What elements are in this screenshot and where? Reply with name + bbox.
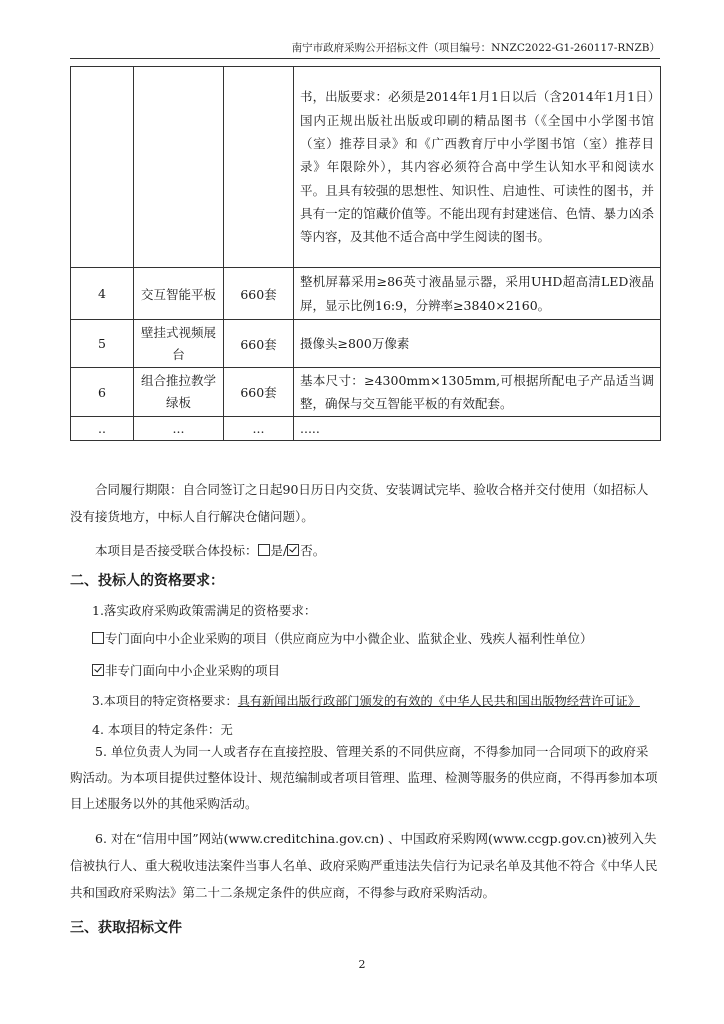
table-row [71, 417, 661, 441]
requirement-3-license: 具有新闻出版行政部门颁发的有效的《中华人民共和国出版物经营许可证》 [237, 694, 640, 708]
page-number: 2 [358, 958, 366, 971]
table-cell-no: 6 [71, 368, 134, 417]
checkbox-sme [92, 632, 104, 644]
table-cell-name: 组合推拉教学绿板 [134, 368, 224, 417]
contract-period: 合同履行期限：自合同签订之日起90日历日内交货、安装调试完毕、验收合格并交付使用（如招标人没有接货地方，中标人自行解决仓储问题）。 [70, 482, 649, 524]
option-sme-label: 专门面向中小企业采购的项目（供应商应为中小微企业、监狱企业、残疾人福利性单位） [105, 631, 593, 646]
section-2-heading: 二、投标人的资格要求： [70, 573, 224, 589]
table-cell-qty: 660套 [224, 268, 294, 320]
requirement-1: 1.落实政府采购政策需满足的资格要求： [92, 603, 317, 618]
option-no-label: 否。 [300, 543, 326, 558]
table-cell-no: .. [71, 417, 134, 441]
table-cell-no: 4 [71, 268, 134, 320]
table-row [71, 368, 661, 417]
table-cell [71, 67, 134, 268]
checkbox-yes [258, 544, 270, 556]
table-row [71, 268, 661, 320]
option-non-sme-label: 非专门面向中小企业采购的项目 [105, 663, 281, 678]
option-sme-line [70, 625, 682, 652]
table-cell-qty: ... [224, 417, 294, 441]
table-cell-spec: 摄像头≥800万像素 [294, 320, 661, 368]
table-cell-spec: ..... [294, 417, 661, 441]
table-cell-spec: 基本尺寸：≥4300mm×1305mm,可根据所配电子产品适当调整，确保与交互智能平板的有效配套。 [294, 368, 661, 417]
table-cell-qty: 660套 [224, 320, 294, 368]
table-cell-spec: 书，出版要求：必须是2014年1月1日以后（含2014年1月1日）国内正规出版社出版或印刷的精品图书（《全国中小学图书馆（室）推荐目录》和《广西教育厅中小学图书馆（室）推荐目录》年限除外），其内容必须符合高中学生认知水平和阅读水平。且具有较强的思想性、知识性、启迪性、可读性的图书，并具有一定的馆藏价值等。不能出现有封建迷信、色情、暴力凶杀等内容，及其他不适合高中学生阅读的图书。 [294, 67, 661, 268]
items-table [70, 66, 661, 441]
consortium-line [70, 537, 660, 564]
table-cell-name: 交互智能平板 [134, 268, 224, 320]
table-cell [224, 67, 294, 268]
table-row [71, 320, 661, 368]
checkbox-no-checked [287, 544, 299, 556]
table-cell-name: ... [134, 417, 224, 441]
section-3-heading: 三、获取招标文件 [70, 920, 182, 936]
option-non-sme-line [70, 657, 682, 684]
page-header: 南宁市政府采购公开招标文件（项目编号：NNZC2022-G1-260117-RNZB） [70, 40, 660, 59]
table-row [71, 67, 661, 268]
checkbox-non-sme-checked [92, 664, 104, 676]
table-cell [134, 67, 224, 268]
table-cell-no: 5 [71, 320, 134, 368]
table-cell-spec: 整机屏幕采用≥86英寸液晶显示器，采用UHD超高清LED液晶屏，显示比例16:9，分辨率≥3840×2160。 [294, 268, 661, 320]
table-cell-qty: 660套 [224, 368, 294, 417]
requirement-4: 4. 本项目的特定条件：无 [92, 722, 233, 737]
requirement-3-label: 3.本项目的特定资格要求： [92, 694, 238, 708]
table-cell-name: 壁挂式视频展台 [134, 320, 224, 368]
option-yes-label: 是/ [270, 543, 288, 558]
requirement-3 [70, 688, 660, 715]
consortium-label: 本项目是否接受联合体投标： [95, 543, 258, 558]
requirement-5: 5. 单位负责人为同一人或者存在直接控股、管理关系的不同供应商，不得参加同一合同项下的政府采购活动。为本项目提供过整体设计、规范编制或者项目管理、监理、检测等服务的供应商，不得再参加本项目上述服务以外的其他采购活动。 [70, 744, 658, 811]
requirement-6: 6. 对在“信用中国”网站(www.creditchina.gov.cn) 、中国政府采购网(www.ccgp.gov.cn)被列入失信被执行人、重大税收违法案件当事人名单、政府采购严重违法失信行为记录名单及其他不符合《中华人民共和国政府采购法》第二十二条规定条件的供应商，不得参与政府采购活动。 [70, 831, 658, 900]
